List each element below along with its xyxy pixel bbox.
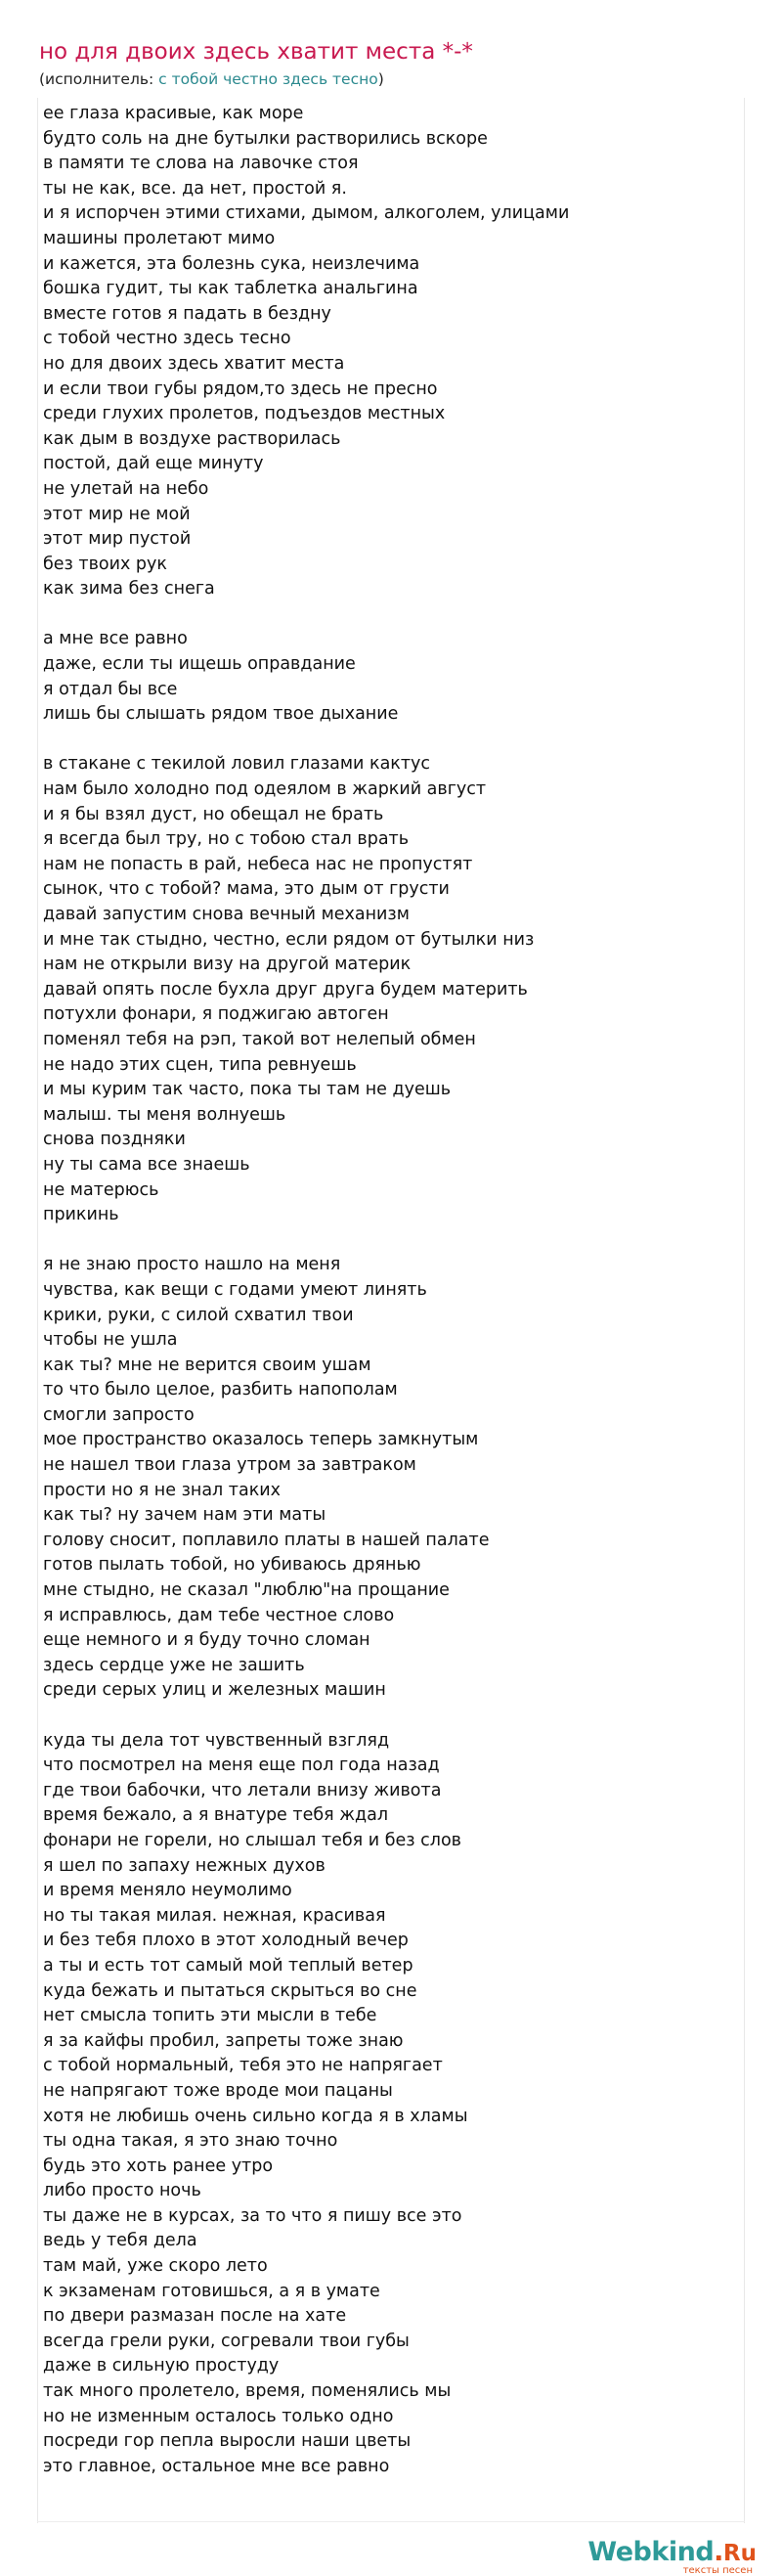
lyric-line: так много пролетело, время, поменялись мы (43, 2381, 452, 2402)
lyric-line: среди серых улиц и железных машин (43, 1680, 386, 1701)
lyric-line: еще немного и я буду точно сломан (43, 1630, 370, 1651)
lyric-line: бошка гудит, ты как таблетка анальгина (43, 279, 418, 299)
lyric-line: но для двоих здесь хватит места (43, 353, 345, 374)
lyric-line: сынок, что с тобой? мама, это дым от грусти (43, 879, 450, 900)
lyric-line: а ты и есть тот самый мой теплый ветер (43, 1955, 413, 1976)
lyric-line: как дым в воздухе растворилась (43, 428, 341, 449)
lyric-line: давай опять после бухла друг друга будем материть (43, 979, 528, 999)
lyric-line: даже, если ты ищешь оправдание (43, 654, 356, 675)
footer-divider (37, 2521, 745, 2522)
lyric-line: не нашел твои глаза утром за завтраком (43, 1455, 416, 1476)
lyric-line: по двери размазан после на хате (43, 2306, 347, 2327)
logo-brand (587, 2537, 722, 2567)
lyric-line: как зима без снега (43, 579, 215, 600)
lyric-line: я за кайфы пробил, запреты тоже знаю (43, 2030, 404, 2051)
lyric-line: ее глаза красивые, как море (43, 104, 304, 123)
lyric-line: и кажется, эта болезнь сука, неизлечима (43, 253, 420, 274)
stanza-break (43, 602, 727, 628)
lyric-line: как ты? мне не верится своим ушам (43, 1355, 371, 1375)
lyric-line: не надо этих сцен, типа ревнуешь (43, 1054, 357, 1075)
lyric-line: прикинь (43, 1205, 119, 1225)
lyric-line: лишь бы слышать рядом твое дыхание (43, 704, 399, 725)
lyric-line: постой, дай еще минуту (43, 454, 264, 474)
lyric-line: я исправлюсь, дам тебе честное слово (43, 1605, 395, 1625)
lyric-line: голову сносит, поплавило платы в нашей палате (43, 1530, 490, 1550)
artist-suffix: ) (377, 70, 384, 88)
lyric-line: крики, руки, с силой схватил твои (43, 1305, 354, 1325)
stanza-break (43, 1228, 727, 1254)
lyric-line: здесь сердце уже не зашить (43, 1655, 305, 1675)
lyric-line: куда бежать и пытаться скрыться во сне (43, 1980, 417, 2001)
lyric-line: фонари не горели, но слышал тебя и без слов (43, 1830, 461, 1850)
lyric-line: к экзаменам готовишься, а я в умате (43, 2281, 380, 2301)
lyric-line: этот мир не мой (43, 504, 191, 524)
song-title: но для двоих здесь хватит места *-* (39, 39, 473, 65)
lyric-line: не матерюсь (43, 1179, 159, 1200)
lyric-line: прости но я не знал таких (43, 1480, 282, 1500)
lyric-line: не напрягают тоже вроде мои пацаны (43, 2080, 393, 2101)
lyric-line: ты не как, все. да нет, простой я. (43, 178, 347, 199)
lyric-line: без твоих рук (43, 554, 167, 574)
lyric-line: я всегда был тру, но с тобою стал врать (43, 829, 410, 850)
lyric-line: нет смысла топить эти мысли в тебе (43, 2006, 377, 2026)
lyric-line: я не знаю просто нашло на меня (43, 1255, 341, 1275)
lyric-line: этот мир пустой (43, 529, 192, 550)
lyric-line: хотя не любишь очень сильно когда я в хламы (43, 2106, 468, 2126)
lyric-line: снова поздняки (43, 1130, 186, 1150)
lyric-line: ну ты сама все знаешь (43, 1154, 250, 1175)
stanza-break (43, 1704, 727, 1729)
lyric-line: и я испорчен этими стихами, дымом, алкоголем, улицами (43, 203, 570, 224)
lyric-line: либо просто ночь (43, 2181, 201, 2201)
lyric-line: чтобы не ушла (43, 1330, 178, 1351)
lyric-line: готов пылать тобой, но убиваюсь дрянью (43, 1555, 421, 1576)
lyric-line: потухли фонари, я поджигаю автоген (43, 1004, 389, 1025)
artist-prefix: (исполнитель: (39, 70, 159, 88)
lyric-line: но не изменным осталось только одно (43, 2406, 394, 2426)
lyric-line: даже в сильную простуду (43, 2356, 280, 2376)
lyric-line: будто соль на дне бутылки растворились вскоре (43, 128, 488, 149)
lyric-line: как ты? ну зачем нам эти маты (43, 1505, 326, 1526)
lyrics-text (43, 102, 727, 2479)
lyric-line: с тобой нормальный, тебя это не напрягает (43, 2056, 443, 2076)
lyric-line: среди глухих пролетов, подъездов местных (43, 404, 446, 424)
lyric-line: куда ты дела тот чувственный взгляд (43, 1730, 390, 1751)
lyric-line: не улетай на небо (43, 478, 209, 499)
lyric-line: смогли запросто (43, 1404, 195, 1425)
lyric-line: будь это хоть ранее утро (43, 2155, 274, 2176)
lyric-line: поменял тебя на рэп, такой вот нелепый обмен (43, 1029, 476, 1049)
lyric-line: нам было холодно под одеялом в жаркий август (43, 779, 487, 800)
lyric-line: там май, уже скоро лето (43, 2256, 268, 2277)
lyric-line: машины пролетают мимо (43, 228, 276, 248)
lyric-line: нам не попасть в рай, небеса нас не пропустят (43, 854, 473, 874)
lyric-line: в стакане с текилой ловил глазами кактус (43, 754, 431, 775)
lyric-line: что посмотрел на меня еще пол года назад (43, 1755, 440, 1776)
lyric-line: и я бы взял дуст, но обещал не брать (43, 804, 384, 824)
lyric-line: с тобой честно здесь тесно (43, 329, 291, 349)
lyric-line: давай запустим снова вечный механизм (43, 905, 410, 924)
lyric-line: вместе готов я падать в бездну (43, 303, 331, 324)
logo-brand-dot: . (714, 2537, 723, 2567)
lyric-line: это главное, остальное мне все равно (43, 2456, 390, 2476)
lyric-line: нам не открыли визу на другой материк (43, 955, 412, 975)
logo-brand-main: Webkind (587, 2537, 715, 2567)
lyric-line: мое пространство оказалось теперь замкнутым (43, 1430, 479, 1450)
lyric-line: в памяти те слова на лавочке стоя (43, 154, 359, 174)
lyric-line: я шел по запаху нежных духов (43, 1855, 326, 1876)
lyric-line: ведь у тебя дела (43, 2231, 197, 2251)
lyric-line: где твои бабочки, что летали внизу живота (43, 1780, 442, 1800)
lyric-line: всегда грели руки, согревали твои губы (43, 2331, 410, 2351)
lyric-line: малыш. ты меня волнуешь (43, 1104, 286, 1125)
lyric-line: ты даже не в курсах, за то что я пишу все это (43, 2205, 462, 2226)
lyric-line: и мне так стыдно, честно, если рядом от бутылки низ (43, 929, 535, 950)
lyric-line: и время меняло неумолимо (43, 1881, 292, 1901)
lyric-line: и без тебя плохо в этот холодный вечер (43, 1931, 409, 1951)
lyric-line: но ты такая милая. нежная, красивая (43, 1905, 386, 1926)
artist-link[interactable]: с тобой честно здесь тесно (158, 70, 378, 88)
lyric-line: я отдал бы все (43, 679, 178, 699)
logo-tagline: тексты песен (682, 2565, 753, 2576)
lyric-line: посреди гор пепла выросли наши цветы (43, 2431, 412, 2452)
lyric-line: и мы курим так часто, пока ты там не дуешь (43, 1080, 452, 1100)
stanza-break (43, 728, 727, 753)
artist-line (39, 68, 384, 90)
webkind-logo[interactable] (587, 2539, 757, 2576)
logo-tld: Ru (722, 2541, 757, 2566)
lyric-line: время бежало, а я внатуре тебя ждал (43, 1805, 389, 1826)
lyric-line: а мне все равно (43, 629, 188, 649)
lyric-line: ты одна такая, я это знаю точно (43, 2131, 338, 2152)
lyric-line: и если твои губы рядом,то здесь не пресно (43, 378, 438, 399)
lyric-line: мне стыдно, не сказал "люблю"на прощание (43, 1580, 450, 1601)
lyric-line: то что было целое, разбить напополам (43, 1380, 398, 1400)
lyric-line: чувства, как вещи с годами умеют линять (43, 1279, 427, 1300)
